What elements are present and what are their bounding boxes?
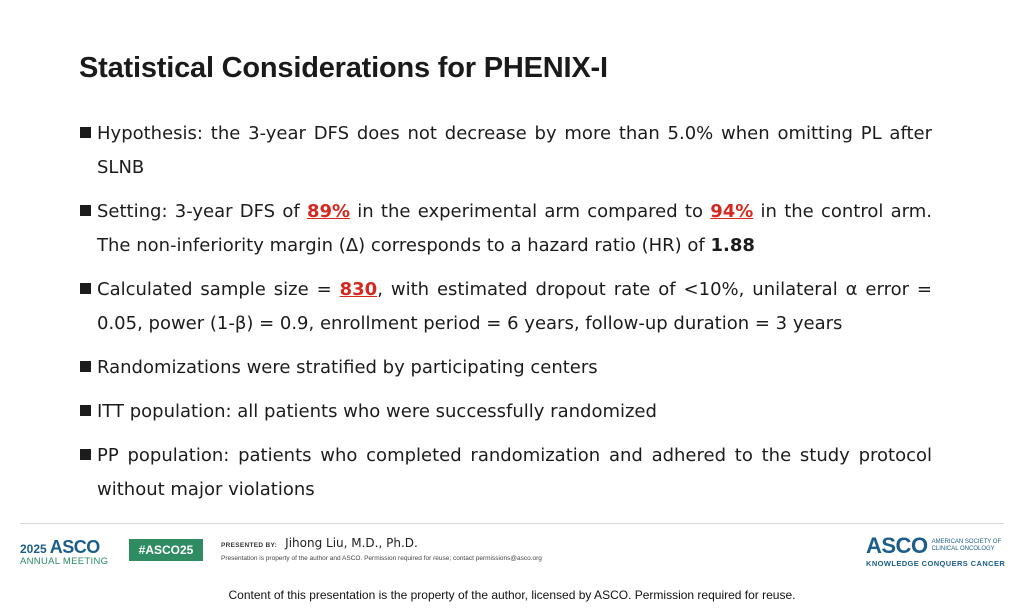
bullet-text: Hypothesis: the 3-year DFS does not decrease by more than 5.0% when omitting PL after SLNB [97,123,932,178]
square-bullet-icon [80,405,91,416]
copyright-note: Content of this presentation is the property of the author, licensed by ASCO. Permission required for reuse. [228,588,796,602]
bullet-text: Randomizations were stratified by participating centers [97,357,598,378]
meeting-sub: ANNUAL MEETING [20,556,109,567]
bullet-text: in the control arm. The non-inferiority margin (Δ) corresponds to a hazard ratio (HR) of [97,201,932,256]
bullet-text: in the experimental arm compared to [350,201,711,222]
org-tagline: KNOWLEDGE CONQUERS CANCER [866,559,1006,568]
asco-org-logo [866,533,1005,568]
presented-by-label: PRESENTED BY: [221,542,278,549]
square-bullet-icon [80,361,91,372]
square-bullet-icon [80,127,91,138]
slide-title: Statistical Considerations for PHENIX-I [79,52,608,84]
bullet-text: Setting: 3-year DFS of [97,201,307,222]
bullet-text: , with estimated dropout rate of <10%, unilateral α error = 0.05, power (1-β) = 0.9, enrollment period = 6 years, follow-up duration = 3 years [97,279,932,334]
footer-divider [20,523,1004,524]
highlighted-value: 89% [306,201,351,222]
bullet-item [80,117,932,185]
bullet-item [80,351,932,385]
bullet-item [80,273,932,341]
square-bullet-icon [80,205,91,216]
presenter-block [221,536,542,562]
bullet-item [80,395,932,429]
bullet-text: PP population: patients who completed randomization and adhered to the study protocol without major violations [97,445,932,500]
highlighted-value: 830 [339,279,378,300]
bullet-text: ITT population: all patients who were successfully randomized [97,401,657,422]
asco-annual-meeting-logo [20,537,112,567]
presenter-note: Presentation is property of the author and ASCO. Permission required for reuse; contact permissions@asco.org [221,555,542,562]
bullet-item [80,195,932,263]
square-bullet-icon [80,283,91,294]
meeting-year: 2025 [20,542,47,556]
org-brand: ASCO [866,533,928,558]
hashtag-badge: #ASCO25 [129,539,203,561]
square-bullet-icon [80,449,91,460]
presenter-name: Jihong Liu, M.D., Ph.D. [285,536,418,550]
bullet-item [80,439,932,507]
highlighted-value: 1.88 [710,235,755,256]
org-society: AMERICAN SOCIETY OF CLINICAL ONCOLOGY [931,539,1002,552]
bullet-list [80,117,932,517]
meeting-brand: ASCO [49,537,100,557]
highlighted-value: 94% [710,201,754,222]
bullet-text: Calculated sample size = [97,279,340,300]
